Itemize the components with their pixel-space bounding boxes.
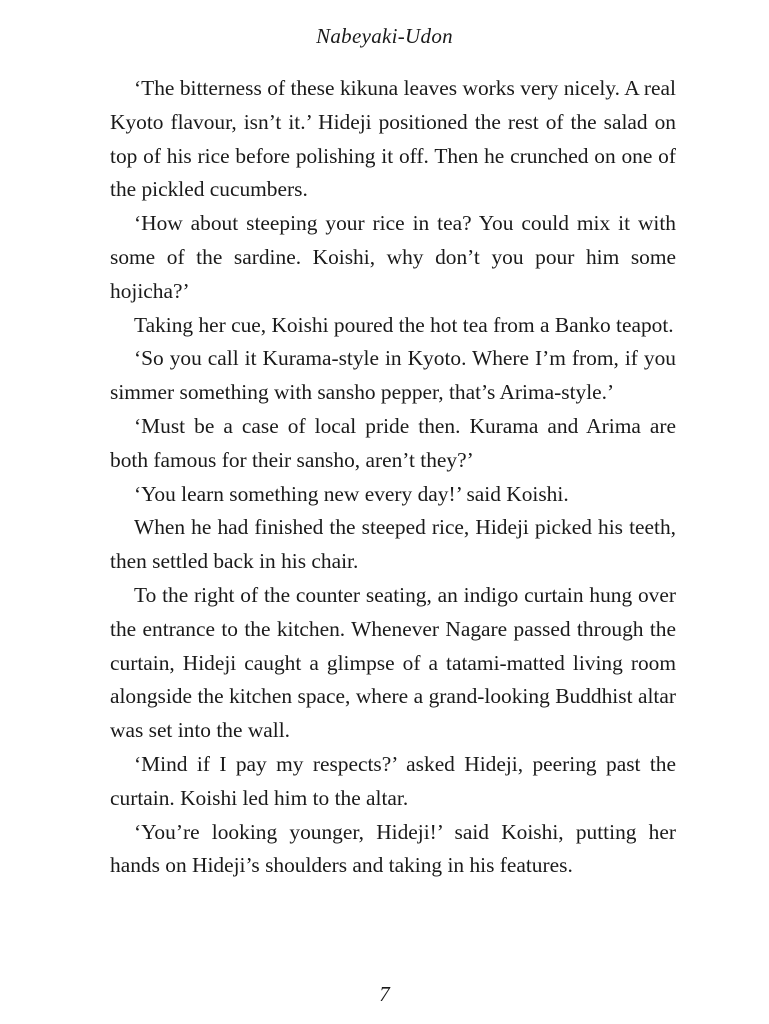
paragraph: ‘So you call it Kurama-style in Kyoto. Where I’m from, if you simmer something with sansho pepper, that’s Arima-style.’ (110, 346, 676, 405)
running-title: Nabeyaki-Udon (316, 24, 453, 48)
paragraph: ‘You learn something new every day!’ said Koishi. (134, 481, 569, 506)
page-number: 7 (379, 982, 390, 1006)
paragraph: ‘Must be a case of local pride then. Kurama and Arima are both famous for their sansho, aren’t they?’ (110, 413, 676, 472)
paragraph: ‘Mind if I pay my respects?’ asked Hideji, peering past the curtain. Koishi led him to the altar. (110, 751, 676, 810)
paragraph: ‘You’re looking younger, Hideji!’ said Koishi, putting her hands on Hideji’s shoulders and taking in his features. (110, 819, 676, 878)
paragraph: When he had finished the steeped rice, Hideji picked his teeth, then settled back in his chair. (110, 515, 676, 574)
paragraph: ‘How about steeping your rice in tea? You could mix it with some of the sardine. Koishi, why don’t you pour him some hojicha?’ (110, 211, 676, 303)
paragraph: ‘The bitterness of these kikuna leaves works very nicely. A real Kyoto flavour, isn’t it.’ Hideji positioned the rest of the salad on top of his rice before polishing it off. Then he crunched on one of the pickled cucumbers. (110, 76, 676, 202)
body-text (110, 72, 676, 883)
paragraph: To the right of the counter seating, an indigo curtain hung over the entrance to the kitchen. Whenever Nagare passed through the curtain, Hideji caught a glimpse of a tatami-matted living room alongside the kitchen space, where a grand-looking Buddhist altar was set into the wall. (110, 582, 676, 743)
paragraph: Taking her cue, Koishi poured the hot tea from a Banko teapot. (134, 312, 674, 337)
